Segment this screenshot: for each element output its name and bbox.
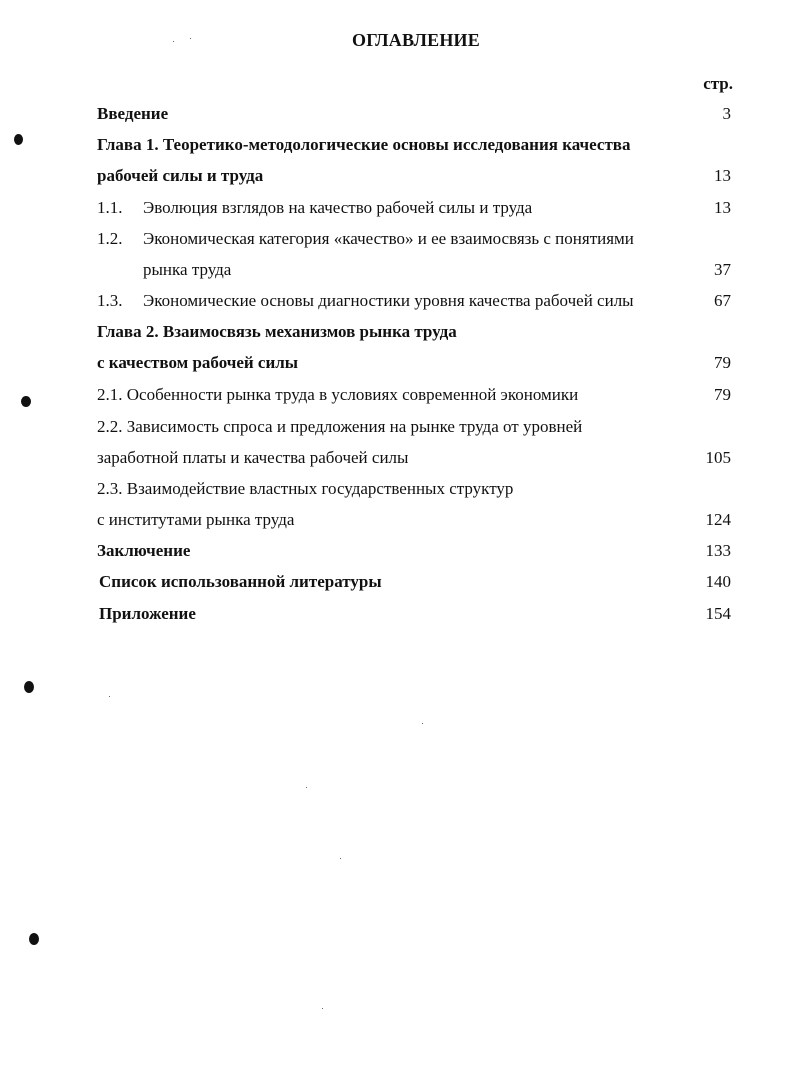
binder-hole-mark (29, 933, 39, 945)
toc-entry-chapter-1: Глава 1. Теоретико-методологические основы исследования качества (97, 135, 631, 154)
toc-title: ОГЛАВЛЕНИЕ (352, 30, 480, 50)
scan-speck (340, 858, 341, 859)
toc-entry-section-2-2: 2.2. Зависимость спроса и предложения на рынке труда от уровней (97, 417, 583, 436)
toc-section-number: 1.1. (97, 198, 123, 217)
toc-entry-section-1-2: Экономическая категория «качество» и ее взаимосвязь с понятиями (143, 229, 634, 248)
toc-page-section-2-2: 105 (705, 448, 731, 467)
scan-speck (422, 723, 423, 724)
toc-entry-section-1-1: Эволюция взглядов на качество рабочей силы и труда (143, 198, 533, 217)
toc-entry-chapter-2-cont: с качеством рабочей силы (97, 353, 299, 372)
toc-page-section-1-1: 13 (714, 198, 731, 217)
toc-entry-chapter-2: Глава 2. Взаимосвязь механизмов рынка труда (97, 322, 457, 341)
binder-hole-mark (14, 134, 23, 145)
toc-page-chapter-1: 13 (714, 166, 731, 185)
toc-entry-chapter-1-cont: рабочей силы и труда (97, 166, 264, 185)
toc-entry-intro: Введение (97, 104, 169, 123)
toc-entry-conclusion: Заключение (97, 541, 191, 560)
toc-page-references: 140 (705, 572, 731, 591)
binder-hole-mark (21, 396, 31, 407)
toc-page-section-1-2: 37 (714, 260, 731, 279)
scan-speck (322, 1008, 323, 1009)
toc-entry-section-2-3: 2.3. Взаимодействие властных государственных структур (97, 479, 514, 498)
toc-section-number: 1.3. (97, 291, 123, 310)
toc-entry-appendix: Приложение (99, 604, 196, 623)
pages-column-label: стр. (703, 74, 733, 93)
toc-page-section-1-3: 67 (714, 291, 731, 310)
toc-page-section-2-3: 124 (705, 510, 731, 529)
toc-section-number: 1.2. (97, 229, 123, 248)
scan-speck (306, 787, 307, 788)
toc-entry-section-2-2-cont: заработной платы и качества рабочей силы (97, 448, 409, 467)
toc-entry-section-2-3-cont: с институтами рынка труда (97, 510, 295, 529)
scan-speck (109, 696, 110, 697)
toc-page-intro: 3 (722, 104, 731, 123)
toc-page-conclusion: 133 (705, 541, 731, 560)
toc-page-chapter-2: 79 (714, 353, 731, 372)
toc-entry-references: Список использованной литературы (99, 572, 382, 591)
toc-page-section-2-1: 79 (714, 385, 731, 404)
toc-entry-section-2-1: 2.1. Особенности рынка труда в условиях современной экономики (97, 385, 579, 404)
toc-entry-section-1-2-cont: рынка труда (143, 260, 232, 279)
toc-entry-section-1-3: Экономические основы диагностики уровня качества рабочей силы (143, 291, 634, 310)
toc-page-appendix: 154 (705, 604, 731, 623)
binder-hole-mark (24, 681, 34, 693)
